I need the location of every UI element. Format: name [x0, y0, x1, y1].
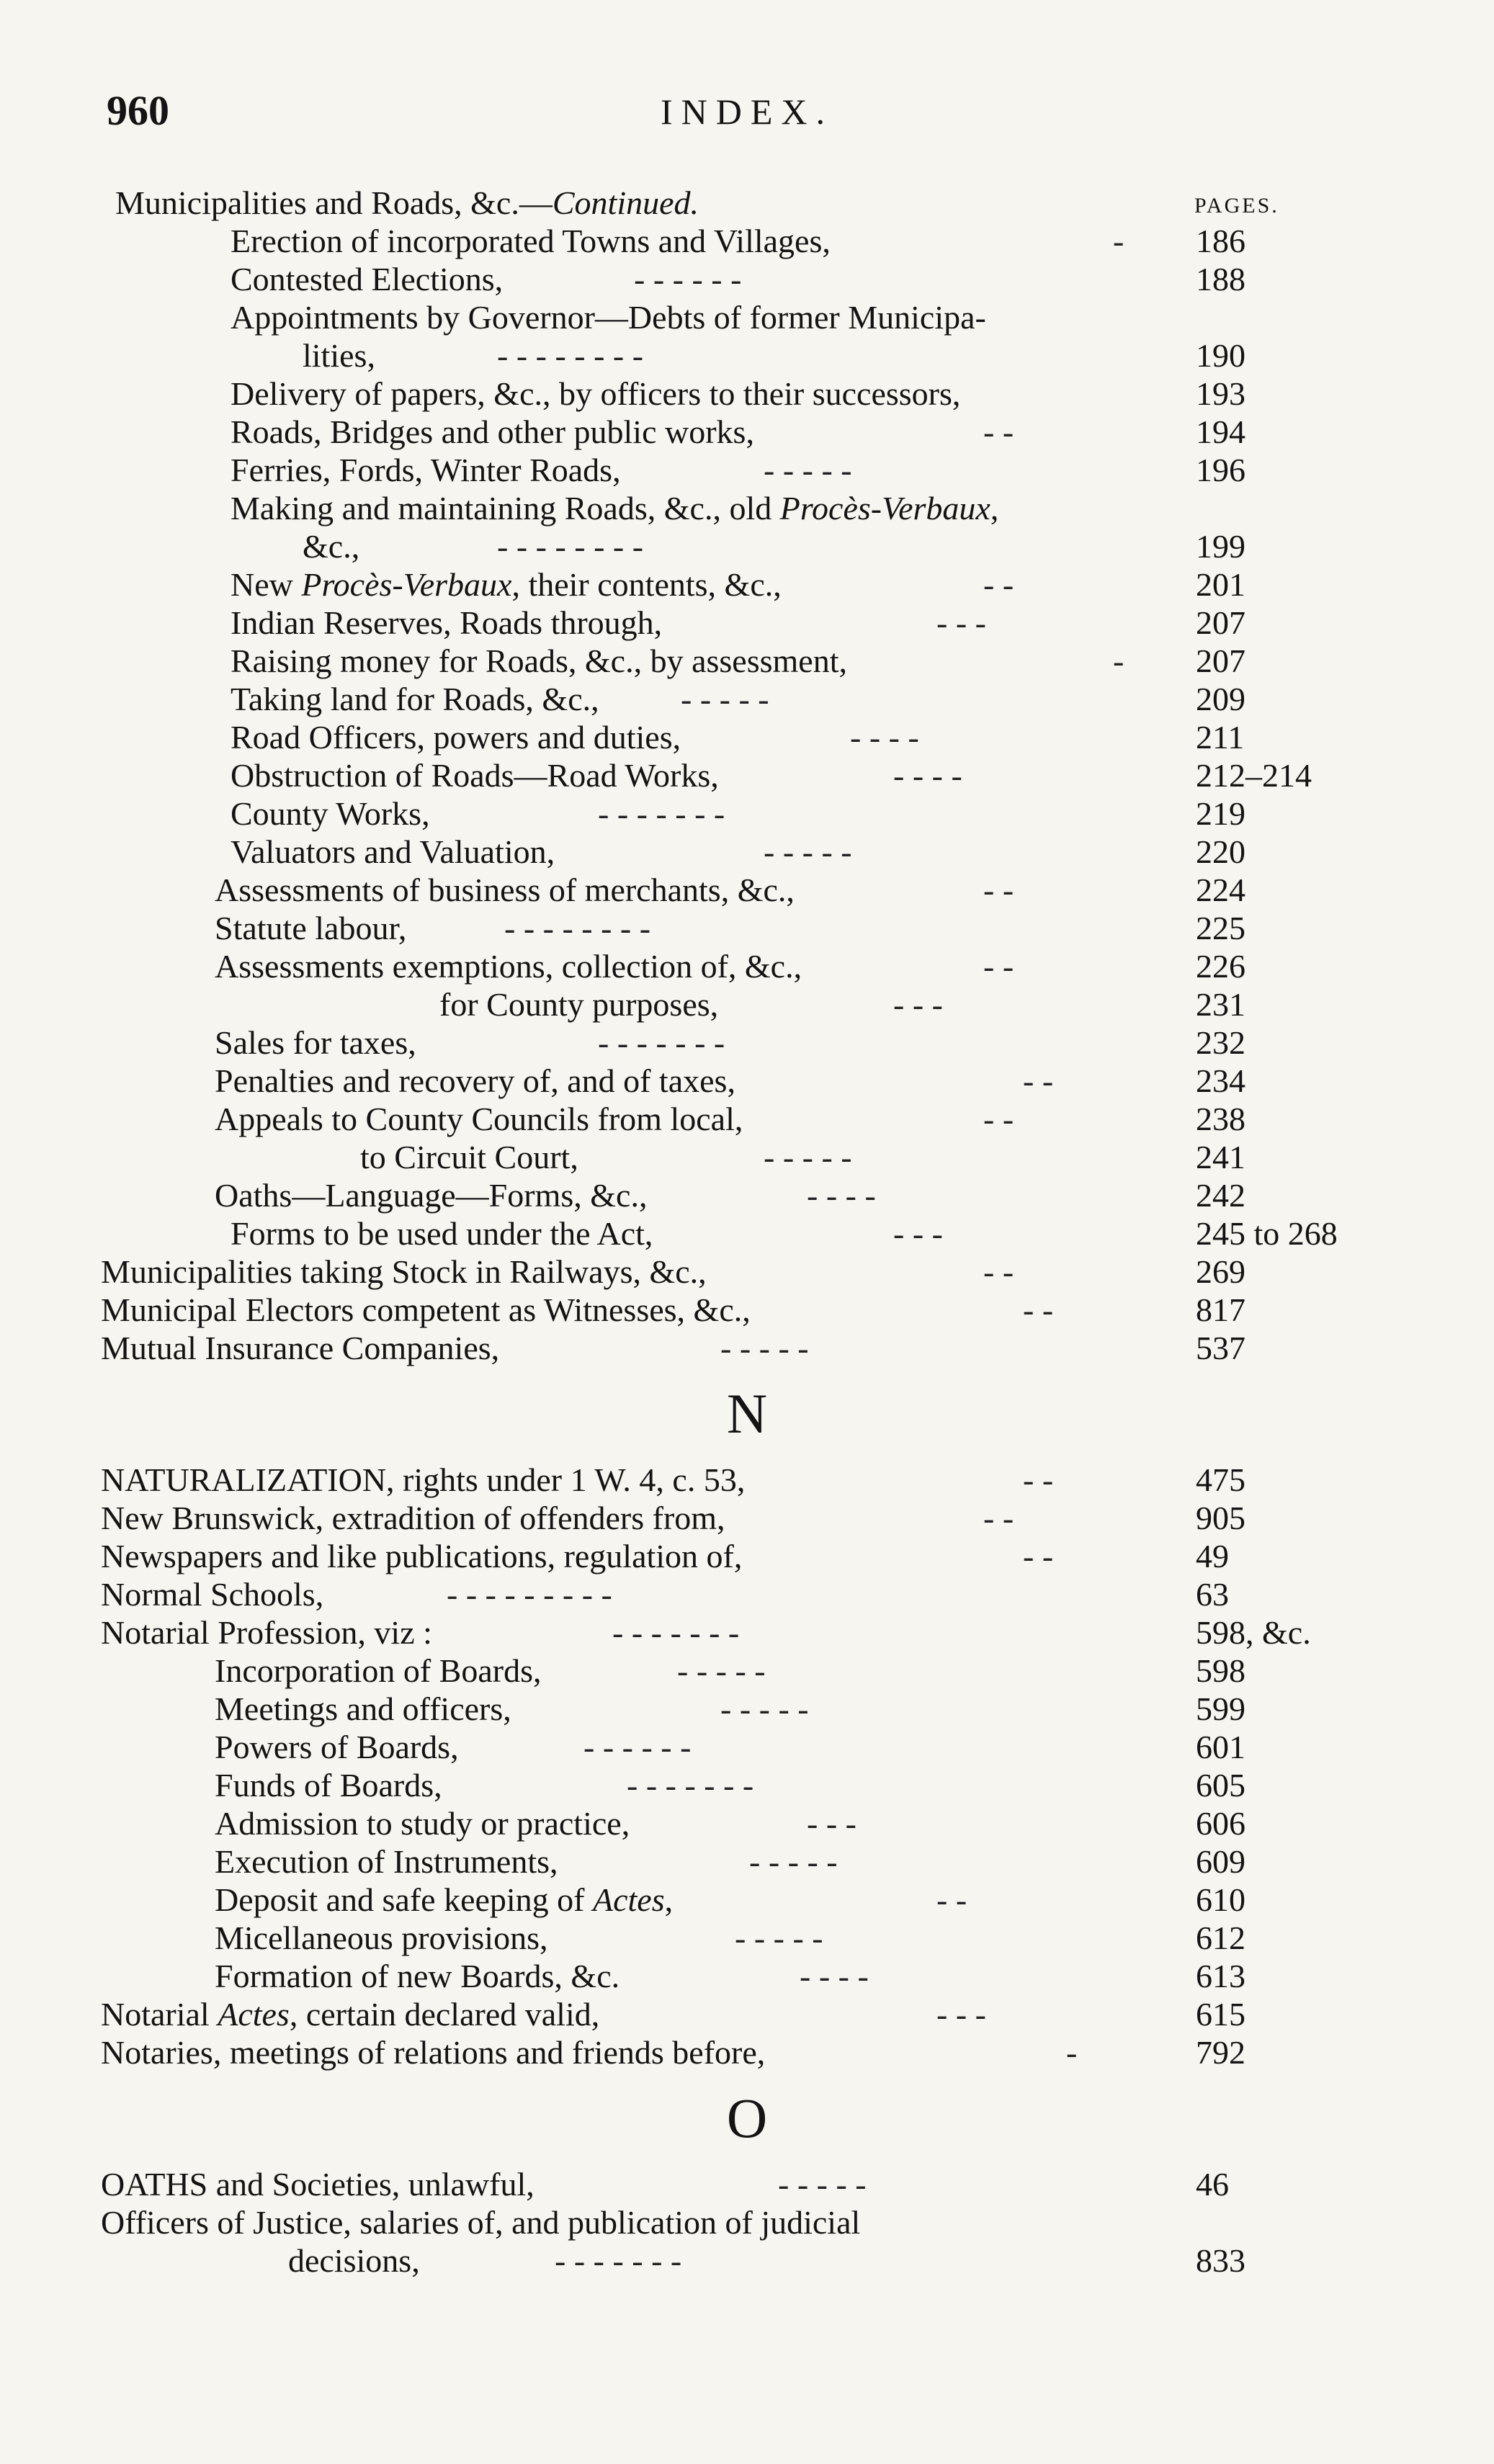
- entry-label: Oaths—Language—Forms, &c.,: [215, 1177, 648, 1214]
- entry-label: Notarial Profession, viz :: [101, 1614, 432, 1651]
- entry-label: New Brunswick, extradition of offenders from,: [101, 1500, 725, 1536]
- entry-page: 220: [1196, 833, 1245, 870]
- entry-label: Indian Reserves, Roads through,: [231, 604, 663, 641]
- running-title: INDEX.: [660, 91, 834, 132]
- entry-label: OATHS and Societies, unlawful,: [101, 2166, 534, 2203]
- entry-label: County Works,: [231, 795, 430, 832]
- entry-label: Valuators and Valuation,: [231, 833, 555, 870]
- entry-page: 196: [1196, 452, 1245, 488]
- entry-label: Deposit and safe keeping of Actes,: [215, 1881, 674, 1918]
- entry-label: decisions,: [288, 2242, 420, 2279]
- entry-page: 193: [1196, 375, 1245, 412]
- index-entry: [0, 909, 1494, 947]
- entry-page: 209: [1196, 681, 1245, 717]
- entry-leader: - - -: [807, 1805, 856, 1842]
- entry-page: 269: [1196, 1253, 1245, 1290]
- pages-column-heading: PAGES.: [1194, 194, 1279, 218]
- index-entry: [0, 527, 1494, 565]
- entry-leader: - - - -: [893, 757, 962, 794]
- index-entry: [0, 336, 1494, 375]
- entry-leader: - - - - - -: [583, 1729, 692, 1765]
- page-header: [0, 86, 1494, 151]
- entry-label: Forms to be used under the Act,: [231, 1215, 653, 1252]
- entry-label: Execution of Instruments,: [215, 1843, 558, 1880]
- index-entry: [0, 2165, 1494, 2203]
- entry-label: Incorporation of Boards,: [215, 1652, 542, 1689]
- index-entry: [0, 298, 1494, 336]
- entry-label: Notaries, meetings of relations and friends before,: [101, 2034, 766, 2071]
- entry-page: 225: [1196, 910, 1245, 946]
- entry-page: 231: [1196, 986, 1245, 1023]
- entry-page: 201: [1196, 566, 1245, 603]
- entry-label: Contested Elections,: [231, 261, 504, 297]
- entry-page: 207: [1196, 604, 1245, 641]
- entry-label: Notarial Actes, certain declared valid,: [101, 1996, 600, 2033]
- entry-page: 615: [1196, 1996, 1245, 2033]
- entry-leader: - -: [983, 948, 1014, 985]
- entry-label: Municipalities taking Stock in Railways, &c.,: [101, 1253, 707, 1290]
- index-entry: [0, 2203, 1494, 2241]
- entry-label: Formation of new Boards, &c.: [215, 1958, 620, 1994]
- index-entry: [0, 642, 1494, 680]
- entry-leader: - -: [1023, 1291, 1054, 1328]
- entry-page: 224: [1196, 872, 1245, 908]
- entry-leader: - - - - - - -: [612, 1614, 740, 1651]
- entry-page: 212–214: [1196, 757, 1312, 794]
- entry-leader: -: [1066, 2034, 1078, 2071]
- index-entry: [0, 222, 1494, 260]
- entry-label: Sales for taxes,: [215, 1024, 416, 1061]
- entry-label: Municipal Electors competent as Witnesses, &c.,: [101, 1291, 751, 1328]
- entry-leader: - - - - -: [735, 1919, 823, 1956]
- entry-leader: - - - - -: [749, 1843, 838, 1880]
- index-entry: [0, 1138, 1494, 1176]
- section-m-heading-row: [0, 184, 1494, 222]
- entry-label: to Circuit Court,: [360, 1139, 578, 1175]
- entry-page: 792: [1196, 2034, 1245, 2071]
- entry-page: 605: [1196, 1767, 1245, 1804]
- entry-leader: - - - - -: [720, 1690, 809, 1727]
- entry-leader: - -: [983, 1253, 1014, 1290]
- index-entry: [0, 1461, 1494, 1499]
- index-entry: [0, 1176, 1494, 1214]
- entry-leader: - - - - -: [681, 681, 769, 717]
- entry-leader: - - -: [936, 604, 986, 641]
- entry-page: 46: [1196, 2166, 1229, 2203]
- index-entry: [0, 756, 1494, 794]
- entry-leader: - -: [936, 1881, 967, 1918]
- index-entry: [0, 1253, 1494, 1291]
- entry-leader: -: [1113, 223, 1124, 259]
- entry-page: 63: [1196, 1576, 1229, 1613]
- entry-leader: - - - - - -: [634, 261, 742, 297]
- index-entry: [0, 1652, 1494, 1690]
- entry-label: Admission to study or practice,: [215, 1805, 630, 1842]
- entry-page: 612: [1196, 1919, 1245, 1956]
- entry-page: 599: [1196, 1690, 1245, 1727]
- index-entry: [0, 1214, 1494, 1253]
- index-entry: [0, 1957, 1494, 1995]
- entry-label: Mutual Insurance Companies,: [101, 1330, 500, 1366]
- index-entry: [0, 1995, 1494, 2033]
- entry-page: 207: [1196, 642, 1245, 679]
- entry-leader: - -: [983, 1500, 1014, 1536]
- entry-leader: - - - - -: [764, 833, 852, 870]
- entry-page: 49: [1196, 1538, 1229, 1574]
- entry-leader: - - -: [893, 1215, 943, 1252]
- entry-label: &c.,: [303, 528, 360, 565]
- entry-leader: - -: [1023, 1461, 1054, 1498]
- entry-leader: - - - - -: [778, 2166, 867, 2203]
- entry-page: 188: [1196, 261, 1245, 297]
- entry-page: 190: [1196, 337, 1245, 374]
- entry-label: for County purposes,: [439, 986, 719, 1023]
- entry-label: Delivery of papers, &c., by officers to their successors,: [231, 375, 961, 412]
- entry-page: 610: [1196, 1881, 1245, 1918]
- index-entry: [0, 1728, 1494, 1766]
- entry-label: Ferries, Fords, Winter Roads,: [231, 452, 621, 488]
- index-entry: [0, 1291, 1494, 1329]
- entry-leader: - - - -: [800, 1958, 869, 1994]
- entry-page: 232: [1196, 1024, 1245, 1061]
- entry-label: Road Officers, powers and duties,: [231, 719, 681, 756]
- index-entry: [0, 1537, 1494, 1575]
- entry-page: 609: [1196, 1843, 1245, 1880]
- entry-label: Micellaneous provisions,: [215, 1919, 548, 1956]
- index-entry: [0, 871, 1494, 909]
- entry-page: 238: [1196, 1101, 1245, 1137]
- entry-leader: - -: [1023, 1538, 1054, 1574]
- entry-page: 537: [1196, 1330, 1245, 1366]
- entry-leader: - - -: [936, 1996, 986, 2033]
- entry-label: Meetings and officers,: [215, 1690, 511, 1727]
- entry-leader: - - - - - - -: [598, 795, 725, 832]
- entry-page: 613: [1196, 1958, 1245, 1994]
- entry-leader: - - - - -: [764, 452, 852, 488]
- index-entry: [0, 1023, 1494, 1062]
- entry-leader: -: [1113, 642, 1124, 679]
- entry-label: lities,: [303, 337, 375, 374]
- index-entry: [0, 1804, 1494, 1842]
- entry-page: 226: [1196, 948, 1245, 985]
- entry-page: 234: [1196, 1062, 1245, 1099]
- index-entry: [0, 451, 1494, 489]
- index-entry: [0, 413, 1494, 451]
- index-entry: [0, 1100, 1494, 1138]
- entry-leader: - - - - - - - -: [497, 528, 644, 565]
- entry-page: 598, &c.: [1196, 1614, 1311, 1651]
- index-entry: [0, 680, 1494, 718]
- entry-leader: - - - - - - - -: [497, 337, 644, 374]
- page-number: 960: [107, 87, 169, 134]
- entry-label: Appointments by Governor—Debts of former Municipa-: [231, 299, 986, 336]
- entry-label: Roads, Bridges and other public works,: [231, 413, 754, 450]
- entry-label: Officers of Justice, salaries of, and publication of judicial: [101, 2204, 861, 2241]
- section-m-heading: Municipalities and Roads, &c.—Continued.: [115, 184, 699, 221]
- entry-leader: - - - - - - - - -: [447, 1576, 612, 1613]
- entry-leader: - -: [983, 566, 1014, 603]
- section-letter-n: N: [726, 1382, 768, 1445]
- entry-leader: - - - - -: [677, 1652, 766, 1689]
- index-entry: [0, 489, 1494, 527]
- entry-page: 475: [1196, 1461, 1245, 1498]
- index-content: [0, 184, 1494, 2280]
- index-entry: [0, 1919, 1494, 1957]
- entry-leader: - - - -: [850, 719, 919, 756]
- entry-page: 833: [1196, 2242, 1245, 2279]
- entry-label: New Procès-Verbaux, their contents, &c.,: [231, 566, 782, 603]
- entry-leader: - -: [983, 872, 1014, 908]
- index-entry: [0, 2241, 1494, 2280]
- index-entry: [0, 718, 1494, 756]
- entry-leader: - -: [1023, 1062, 1054, 1099]
- entry-label: Taking land for Roads, &c.,: [231, 681, 599, 717]
- entry-label: Raising money for Roads, &c., by assessment,: [231, 642, 848, 679]
- index-entry: [0, 1690, 1494, 1728]
- index-entry: [0, 985, 1494, 1023]
- section-letter-o: O: [726, 2087, 768, 2149]
- index-entry: [0, 375, 1494, 413]
- entry-page: 598: [1196, 1652, 1245, 1689]
- index-entry: [0, 2033, 1494, 2071]
- entry-leader: - - - -: [807, 1177, 876, 1214]
- entry-label: NATURALIZATION, rights under 1 W. 4, c. 53,: [101, 1461, 746, 1498]
- entry-page: 241: [1196, 1139, 1245, 1175]
- entry-label: Newspapers and like publications, regulation of,: [101, 1538, 743, 1574]
- index-entry: [0, 947, 1494, 985]
- entry-leader: - - -: [893, 986, 943, 1023]
- entry-label: Assessments of business of merchants, &c.,: [215, 872, 795, 908]
- entry-page: 245 to 268: [1196, 1215, 1338, 1252]
- continued-label: Continued.: [552, 184, 699, 221]
- index-entry: [0, 794, 1494, 833]
- index-entry: [0, 1062, 1494, 1100]
- entry-label: Appeals to County Councils from local,: [215, 1101, 743, 1137]
- entry-page: 219: [1196, 795, 1245, 832]
- entry-page: 199: [1196, 528, 1245, 565]
- entry-label: Erection of incorporated Towns and Villages,: [231, 223, 831, 259]
- entry-label: Statute labour,: [215, 910, 407, 946]
- entry-page: 606: [1196, 1805, 1245, 1842]
- index-entry: [0, 260, 1494, 298]
- index-entry: [0, 565, 1494, 604]
- index-entry: [0, 1329, 1494, 1367]
- index-entry: [0, 1766, 1494, 1804]
- entry-page: 194: [1196, 413, 1245, 450]
- entry-label: Penalties and recovery of, and of taxes,: [215, 1062, 735, 1099]
- entry-leader: - -: [983, 413, 1014, 450]
- entry-leader: - - - - - - -: [627, 1767, 754, 1804]
- entry-leader: - - - - -: [764, 1139, 852, 1175]
- entry-page: 211: [1196, 719, 1245, 756]
- entry-leader: - - - - - - -: [598, 1024, 725, 1061]
- index-entry: [0, 1881, 1494, 1919]
- entry-leader: - - - - - - -: [555, 2242, 682, 2279]
- index-entry: [0, 1499, 1494, 1537]
- entry-label: Making and maintaining Roads, &c., old Procès-Verbaux,: [231, 490, 999, 527]
- entry-label: Powers of Boards,: [215, 1729, 459, 1765]
- entry-page: 186: [1196, 223, 1245, 259]
- entry-label: Funds of Boards,: [215, 1767, 442, 1804]
- index-entry: [0, 604, 1494, 642]
- entry-page: 242: [1196, 1177, 1245, 1214]
- entry-leader: - - - - -: [720, 1330, 809, 1366]
- entry-label: Obstruction of Roads—Road Works,: [231, 757, 719, 794]
- entry-leader: - - - - - - - -: [504, 910, 651, 946]
- entry-leader: - -: [983, 1101, 1014, 1137]
- index-entry: [0, 1842, 1494, 1881]
- entry-page: 601: [1196, 1729, 1245, 1765]
- entry-page: 905: [1196, 1500, 1245, 1536]
- index-entry: [0, 1613, 1494, 1652]
- entry-page: 817: [1196, 1291, 1245, 1328]
- index-entry: [0, 1575, 1494, 1613]
- index-entry: [0, 833, 1494, 871]
- entry-label: Normal Schools,: [101, 1576, 324, 1613]
- entry-label: Assessments exemptions, collection of, &c.,: [215, 948, 802, 985]
